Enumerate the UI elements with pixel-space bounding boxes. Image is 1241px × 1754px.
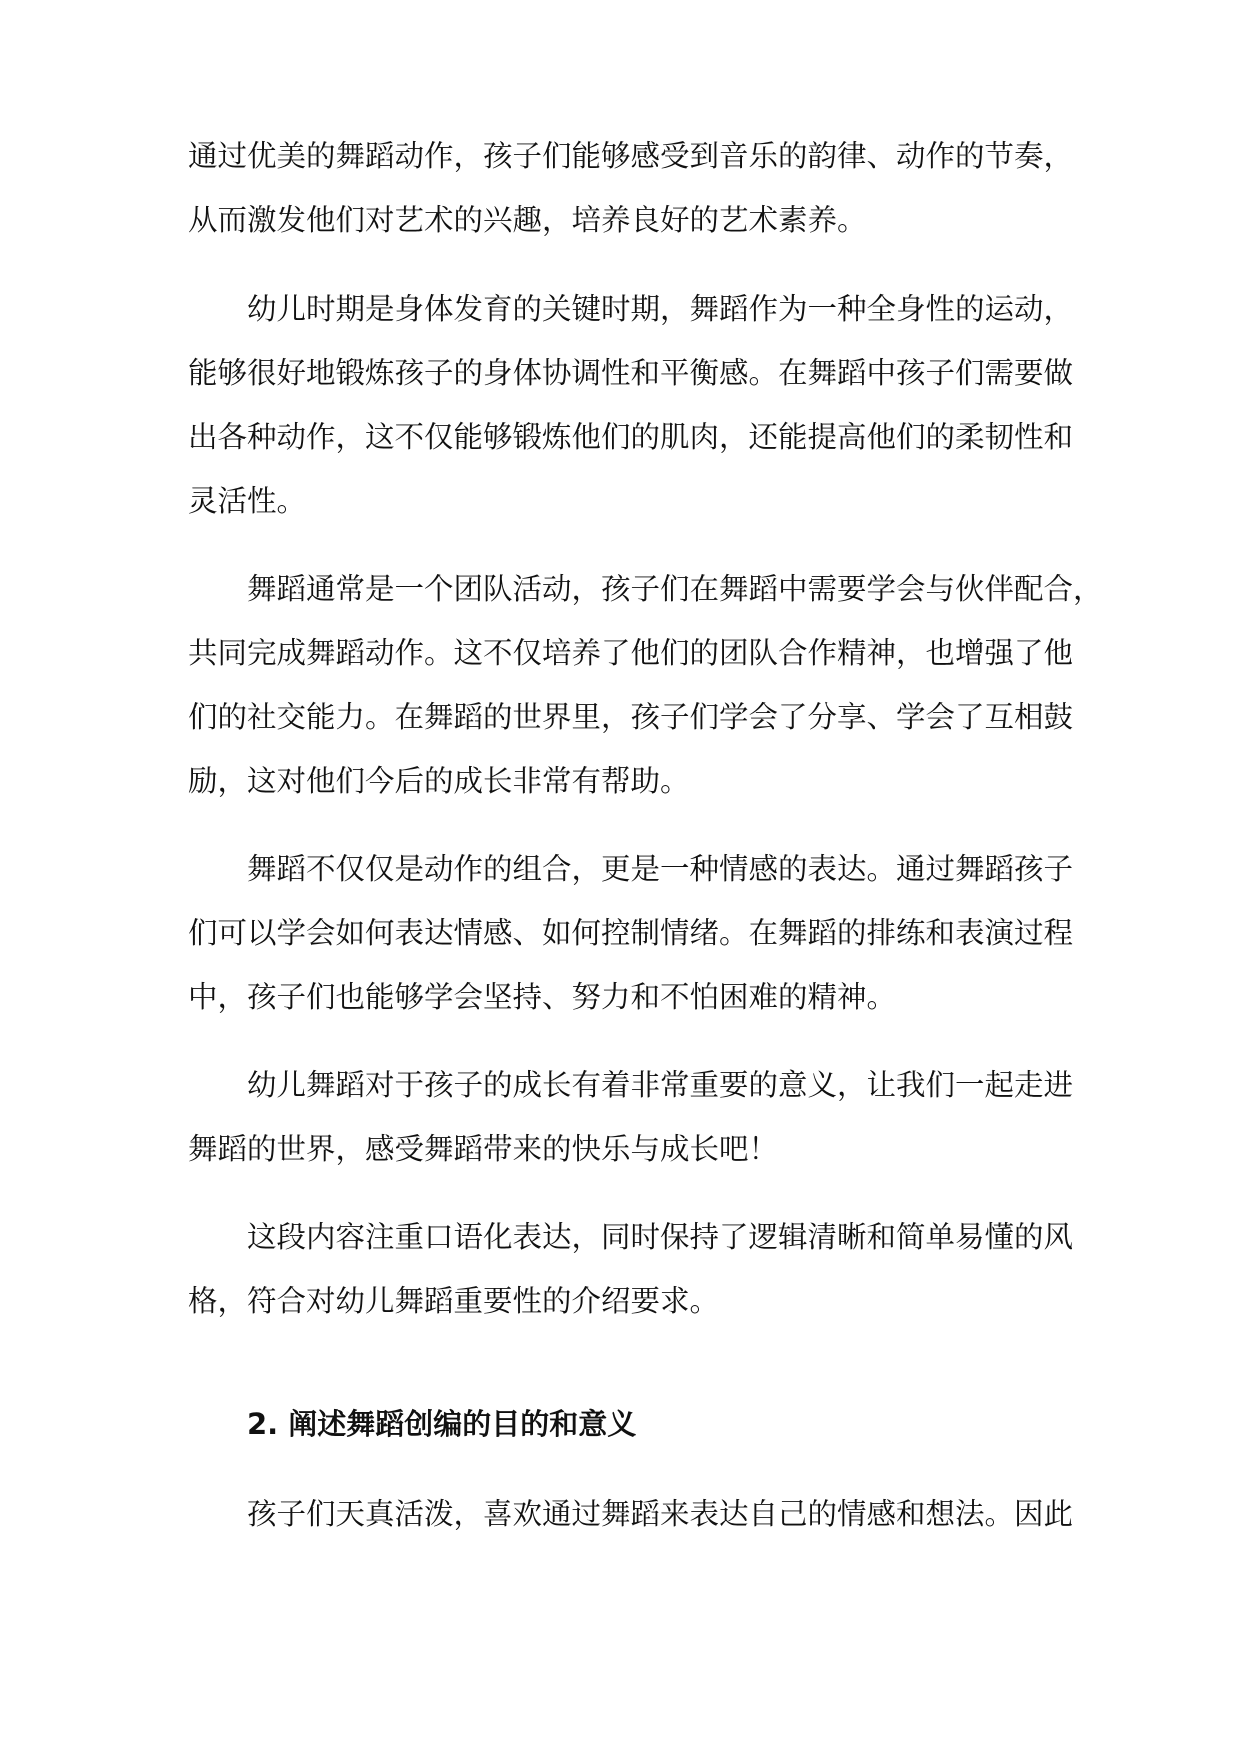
paragraph-line: 出各种动作，这不仅能够锻炼他们的肌肉，还能提高他们的柔韧性和 — [188, 420, 1074, 454]
paragraph-line: 舞蹈不仅仅是动作的组合，更是一种情感的表达。通过舞蹈孩子 — [247, 852, 1074, 886]
paragraph-line: 中，孩子们也能够学会坚持、努力和不怕困难的精神。 — [188, 980, 897, 1014]
paragraph-line: 从而激发他们对艺术的兴趣，培养良好的艺术素养。 — [188, 203, 867, 237]
paragraph-line: 孩子们天真活泼，喜欢通过舞蹈来表达自己的情感和想法。因此 — [247, 1497, 1074, 1531]
paragraph-line: 幼儿舞蹈对于孩子的成长有着非常重要的意义，让我们一起走进 — [247, 1068, 1074, 1102]
paragraph-line: 这段内容注重口语化表达，同时保持了逻辑清晰和简单易懂的风 — [247, 1220, 1074, 1254]
paragraph-line: 通过优美的舞蹈动作，孩子们能够感受到音乐的韵律、动作的节奏， — [188, 139, 1074, 173]
paragraph-line: 共同完成舞蹈动作。这不仅培养了他们的团队合作精神，也增强了他 — [188, 636, 1074, 670]
paragraph-line: 幼儿时期是身体发育的关键时期，舞蹈作为一种全身性的运动， — [247, 292, 1074, 326]
paragraph-line: 舞蹈通常是一个团队活动，孩子们在舞蹈中需要学会与伙伴配合， — [247, 572, 1103, 606]
paragraph-line: 励，这对他们今后的成长非常有帮助。 — [188, 764, 690, 798]
paragraph-line: 舞蹈的世界，感受舞蹈带来的快乐与成长吧！ — [188, 1132, 779, 1166]
paragraph-line: 们可以学会如何表达情感、如何控制情绪。在舞蹈的排练和表演过程 — [188, 916, 1074, 950]
paragraph-line: 灵活性。 — [188, 484, 307, 518]
paragraph-line: 们的社交能力。在舞蹈的世界里，孩子们学会了分享、学会了互相鼓 — [188, 700, 1074, 734]
section-heading: 2. 阐述舞蹈创编的目的和意义 — [247, 1407, 637, 1441]
paragraph-line: 格，符合对幼儿舞蹈重要性的介绍要求。 — [188, 1284, 720, 1318]
paragraph-line: 能够很好地锻炼孩子的身体协调性和平衡感。在舞蹈中孩子们需要做 — [188, 356, 1074, 390]
